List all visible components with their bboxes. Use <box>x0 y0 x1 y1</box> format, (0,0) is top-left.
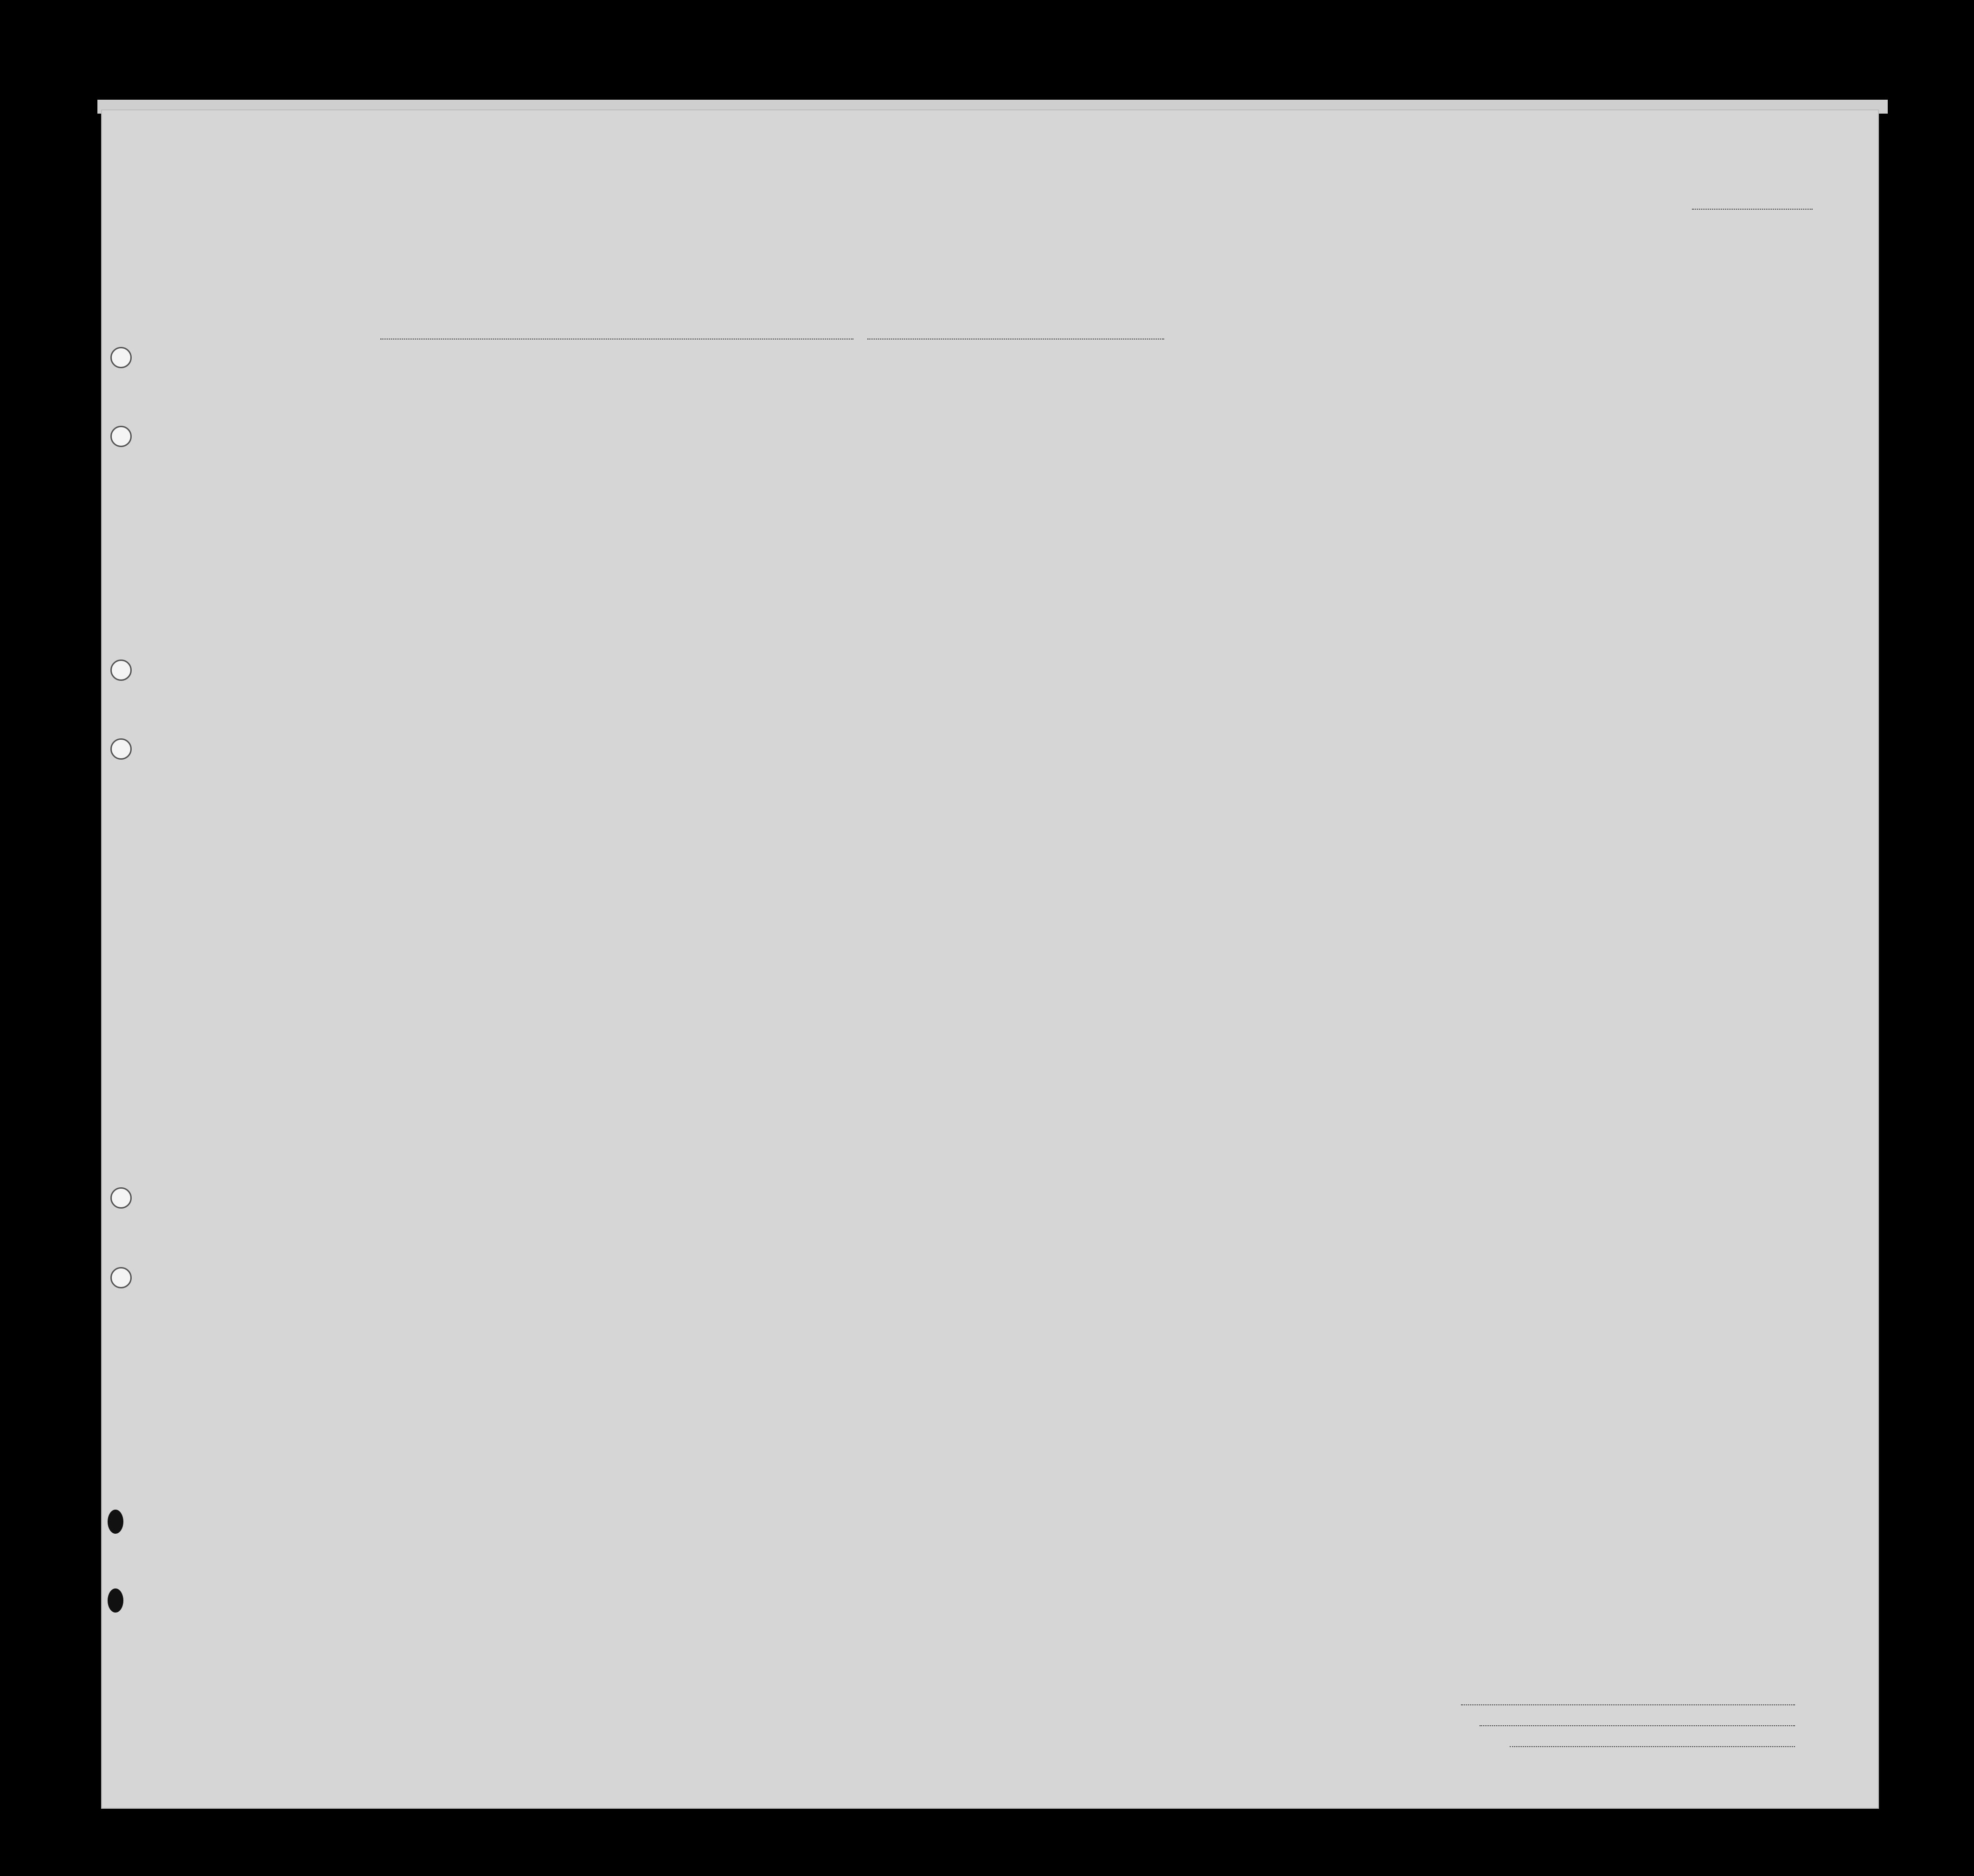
header-polygamist <box>1264 403 1280 517</box>
header-excluded <box>1422 403 1442 517</box>
header-fifty-dollars <box>710 403 733 515</box>
header-prison <box>1213 403 1257 517</box>
header-anarchist <box>1287 403 1303 517</box>
header-feet <box>1572 489 1580 517</box>
header-length-stay <box>1162 422 1185 519</box>
header-inches <box>1596 485 1603 517</box>
header-intends-return <box>1136 422 1160 519</box>
agents-field <box>1510 1746 1795 1747</box>
header-arrested <box>1443 403 1464 517</box>
header-become-citizen <box>1190 422 1213 519</box>
header-question-28 <box>1313 403 1373 517</box>
line-field <box>1461 1704 1795 1705</box>
header-labor-offer <box>1384 403 1419 517</box>
owners-field <box>1480 1725 1795 1726</box>
header-ticket <box>596 408 619 515</box>
